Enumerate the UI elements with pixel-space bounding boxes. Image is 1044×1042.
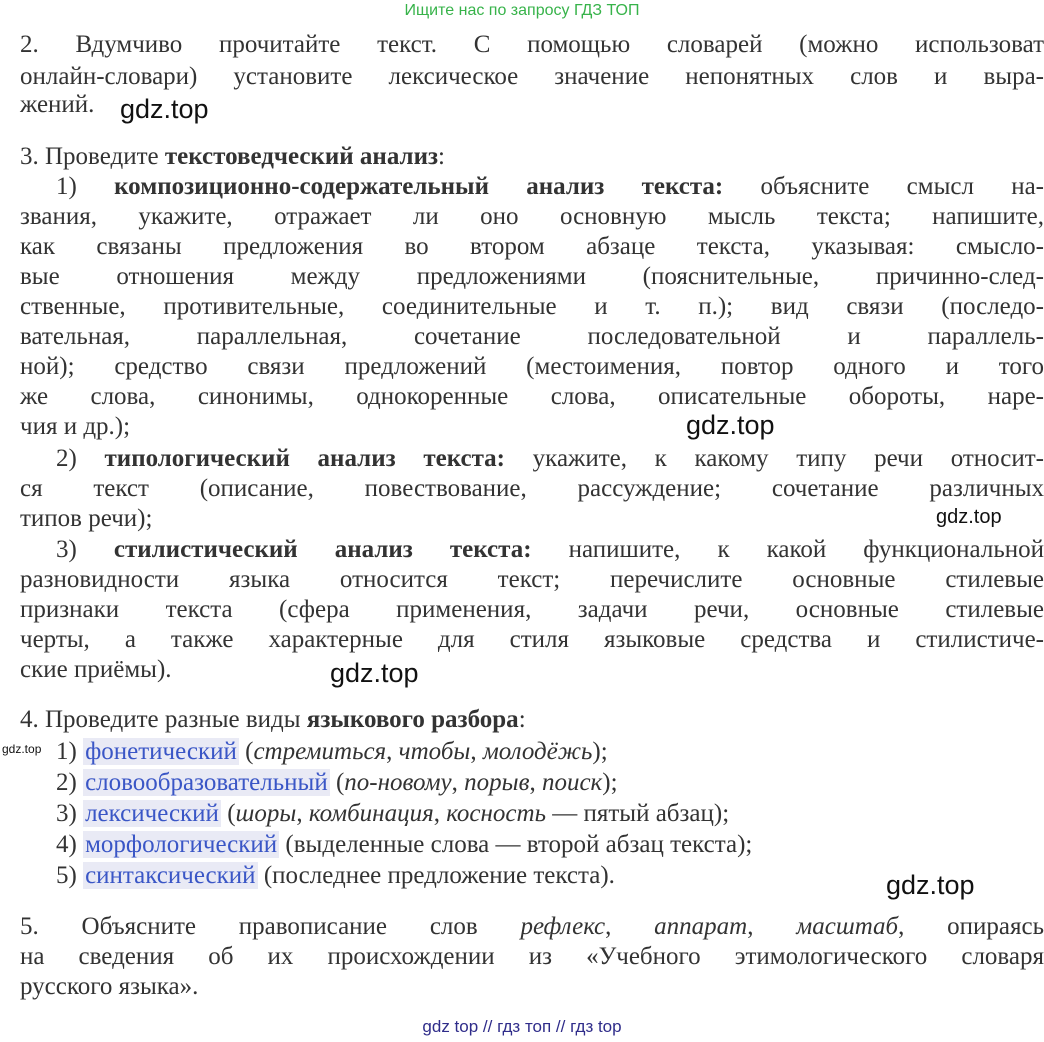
phonetic-analysis-link[interactable]: фонетический	[85, 738, 237, 765]
task-4-item-word-formation: 2) словообразовательный (по-новому, порыв, поиск);	[56, 769, 618, 796]
syntactic-analysis-link[interactable]: синтаксический	[85, 862, 256, 889]
task-3-item-3-line-4: черты, а также характерные для стиля языковые средства и стилистиче-	[20, 626, 1044, 653]
task-3-item-1-line-3: как связаны предложения во втором абзаце текста, указывая: смысло-	[20, 233, 1044, 260]
task-3-item-1-line-1: 1) композиционно-содержательный анализ текста: объясните смысл на-	[56, 173, 1044, 200]
task-3-item-1-line-6: вательная, параллельная, сочетание последовательной и параллель-	[20, 323, 1044, 350]
task-3-item-2-line-1: 2) типологический анализ текста: укажите, к какому типу речи относит-	[56, 445, 1044, 472]
task-4-item-syntactic: 5) синтаксический (последнее предложение текста).	[56, 862, 615, 889]
morphological-analysis-link[interactable]: морфологический	[85, 831, 278, 858]
task-3-item-1-line-5: ственные, противительные, соединительные и т. п.); вид связи (последо-	[20, 293, 1044, 320]
watermark: gdz.top	[120, 94, 209, 124]
footer-watermark: gdz top // гдз топ // гдз top	[422, 1017, 622, 1036]
task-4-item-morphological: 4) морфологический (выделенные слова — второй абзац текста);	[56, 831, 753, 858]
task-3-item-1-line-2: звания, укажите, отражает ли оно основную мысль текста; напишите,	[20, 203, 1044, 230]
task-3-item-3-line-2: разновидности языка относится текст; перечислите основные стилевые	[20, 566, 1044, 593]
word-formation-analysis-link[interactable]: словообразовательный	[85, 769, 328, 796]
task-3-item-3-line-1: 3) стилистический анализ текста: напишите, к какой функциональной	[56, 536, 1044, 563]
top-search-banner: Ищите нас по запросу ГДЗ ТОП	[404, 2, 640, 19]
watermark: gdz.top	[2, 742, 42, 756]
task-5-line-2: на сведения об их происхождении из «Учебного этимологического словаря	[20, 943, 1044, 970]
task-4-item-lexical: 3) лексический (шоры, комбинация, косность — пятый абзац);	[56, 800, 730, 827]
task-4-item-phonetic: 1) фонетический (стремиться, чтобы, молодёжь);	[56, 738, 608, 765]
task-3-item-3-line-3: признаки текста (сфера применения, задачи речи, основные стилевые	[20, 596, 1044, 623]
task-3-item-2-line-2: ся текст (описание, повествование, рассуждение; сочетание различных	[20, 475, 1044, 502]
task-3-item-1-line-4: вые отношения между предложениями (пояснительные, причинно-след-	[20, 263, 1044, 290]
lexical-analysis-link[interactable]: лексический	[85, 800, 219, 827]
watermark: gdz.top	[330, 658, 419, 688]
task-3-item-2-line-3: типов речи);	[20, 505, 153, 532]
task-3-heading: 3. Проведите текстоведческий анализ:	[20, 143, 445, 170]
task-2-line-3: жений.	[20, 91, 95, 118]
task-3-item-1-line-7: ной); средство связи предложений (местоимения, повтор одного и того	[20, 353, 1044, 380]
task-4-heading: 4. Проведите разные виды языкового разбора:	[20, 706, 526, 733]
task-2-line-1: 2. Вдумчиво прочитайте текст. С помощью словарей (можно использоват	[20, 31, 1044, 58]
watermark: gdz.top	[886, 870, 975, 900]
watermark: gdz.top	[936, 506, 1002, 528]
task-2-line-2: онлайн-словари) установите лексическое значение непонятных слов и выра-	[20, 63, 1044, 90]
watermark: gdz.top	[686, 410, 775, 440]
task-3-item-3-line-5: ские приёмы).	[20, 656, 172, 683]
task-5-line-1: 5. Объясните правописание слов рефлекс, аппарат, масштаб, опираясь	[20, 913, 1044, 940]
task-3-item-1-line-9: чия и др.);	[20, 413, 131, 440]
task-5-line-3: русского языка».	[20, 973, 199, 1000]
task-3-item-1-line-8: же слова, синонимы, однокоренные слова, описательные обороты, наре-	[20, 383, 1044, 410]
